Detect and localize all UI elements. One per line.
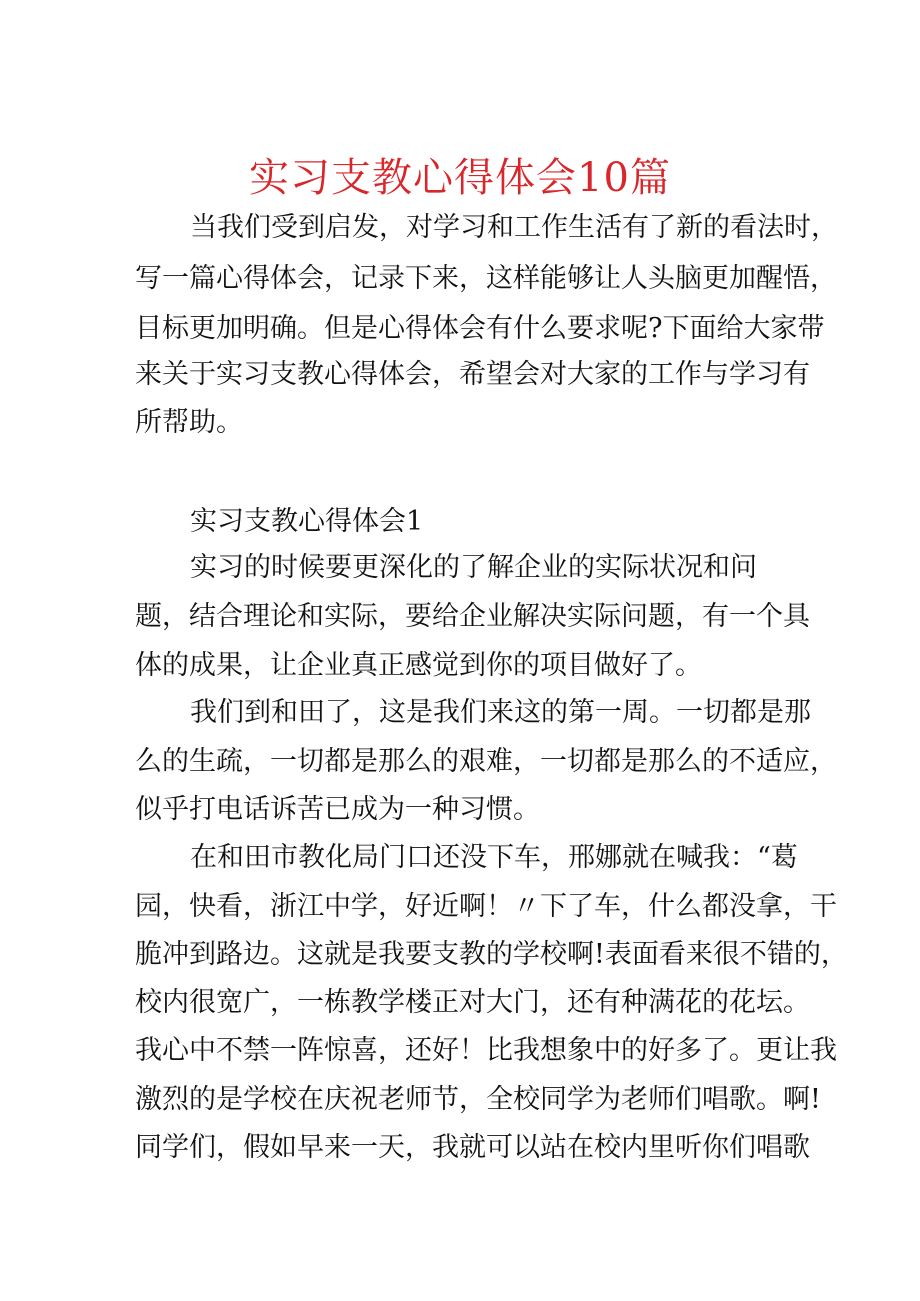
- intro-line: 所帮助。: [135, 407, 243, 438]
- paragraph-line: 我心中不禁一阵惊喜，还好！比我想象中的好多了。更让我: [135, 1035, 837, 1066]
- paragraph-line: 同学们，假如早来一天，我就可以站在校内里听你们唱歌: [135, 1132, 810, 1163]
- intro-line: 当我们受到启发，对学习和工作生活有了新的看法时，: [190, 212, 838, 243]
- intro-line: 写一篇心得体会，记录下来，这样能够让人头脑更加醒悟，: [135, 263, 837, 294]
- paragraph-line: 题，结合理论和实际，要给企业解决实际问题，有一个具: [135, 601, 810, 632]
- paragraph-line: 么的生疏，一切都是那么的艰难，一切都是那么的不适应，: [135, 746, 837, 777]
- section-heading: 实习支教心得体会1: [190, 506, 424, 537]
- paragraph-line: 脆冲到路边。这就是我要支教的学校啊!表面看来很不错的，: [135, 939, 848, 970]
- paragraph-line: 激烈的是学校在庆祝老师节，全校同学为老师们唱歌。啊!: [135, 1084, 821, 1115]
- paragraph-line: 体的成果，让企业真正感觉到你的项目做好了。: [135, 650, 702, 681]
- paragraph-line: 实习的时候要更深化的了解企业的实际状况和问: [190, 552, 757, 583]
- intro-line: 目标更加明确。但是心得体会有什么要求呢?下面给大家带: [135, 313, 825, 344]
- paragraph-line: 校内很宽广，一栋教学楼正对大门，还有种满花的花坛。: [135, 987, 810, 1018]
- paragraph-line: 园，快看，浙江中学，好近啊！〃下了车，什么都没拿，干: [135, 891, 837, 922]
- document-title: 实习支教心得体会10篇: [249, 155, 671, 201]
- intro-line: 来关于实习支教心得体会，希望会对大家的工作与学习有: [135, 359, 810, 390]
- paragraph-line: 似乎打电话诉苦已成为一种习惯。: [135, 794, 540, 825]
- paragraph-line: 我们到和田了，这是我们来这的第一周。一切都是那: [190, 697, 811, 728]
- paragraph-line: 在和田市教化局门口还没下车，邢娜就在喊我：“葛: [190, 842, 798, 873]
